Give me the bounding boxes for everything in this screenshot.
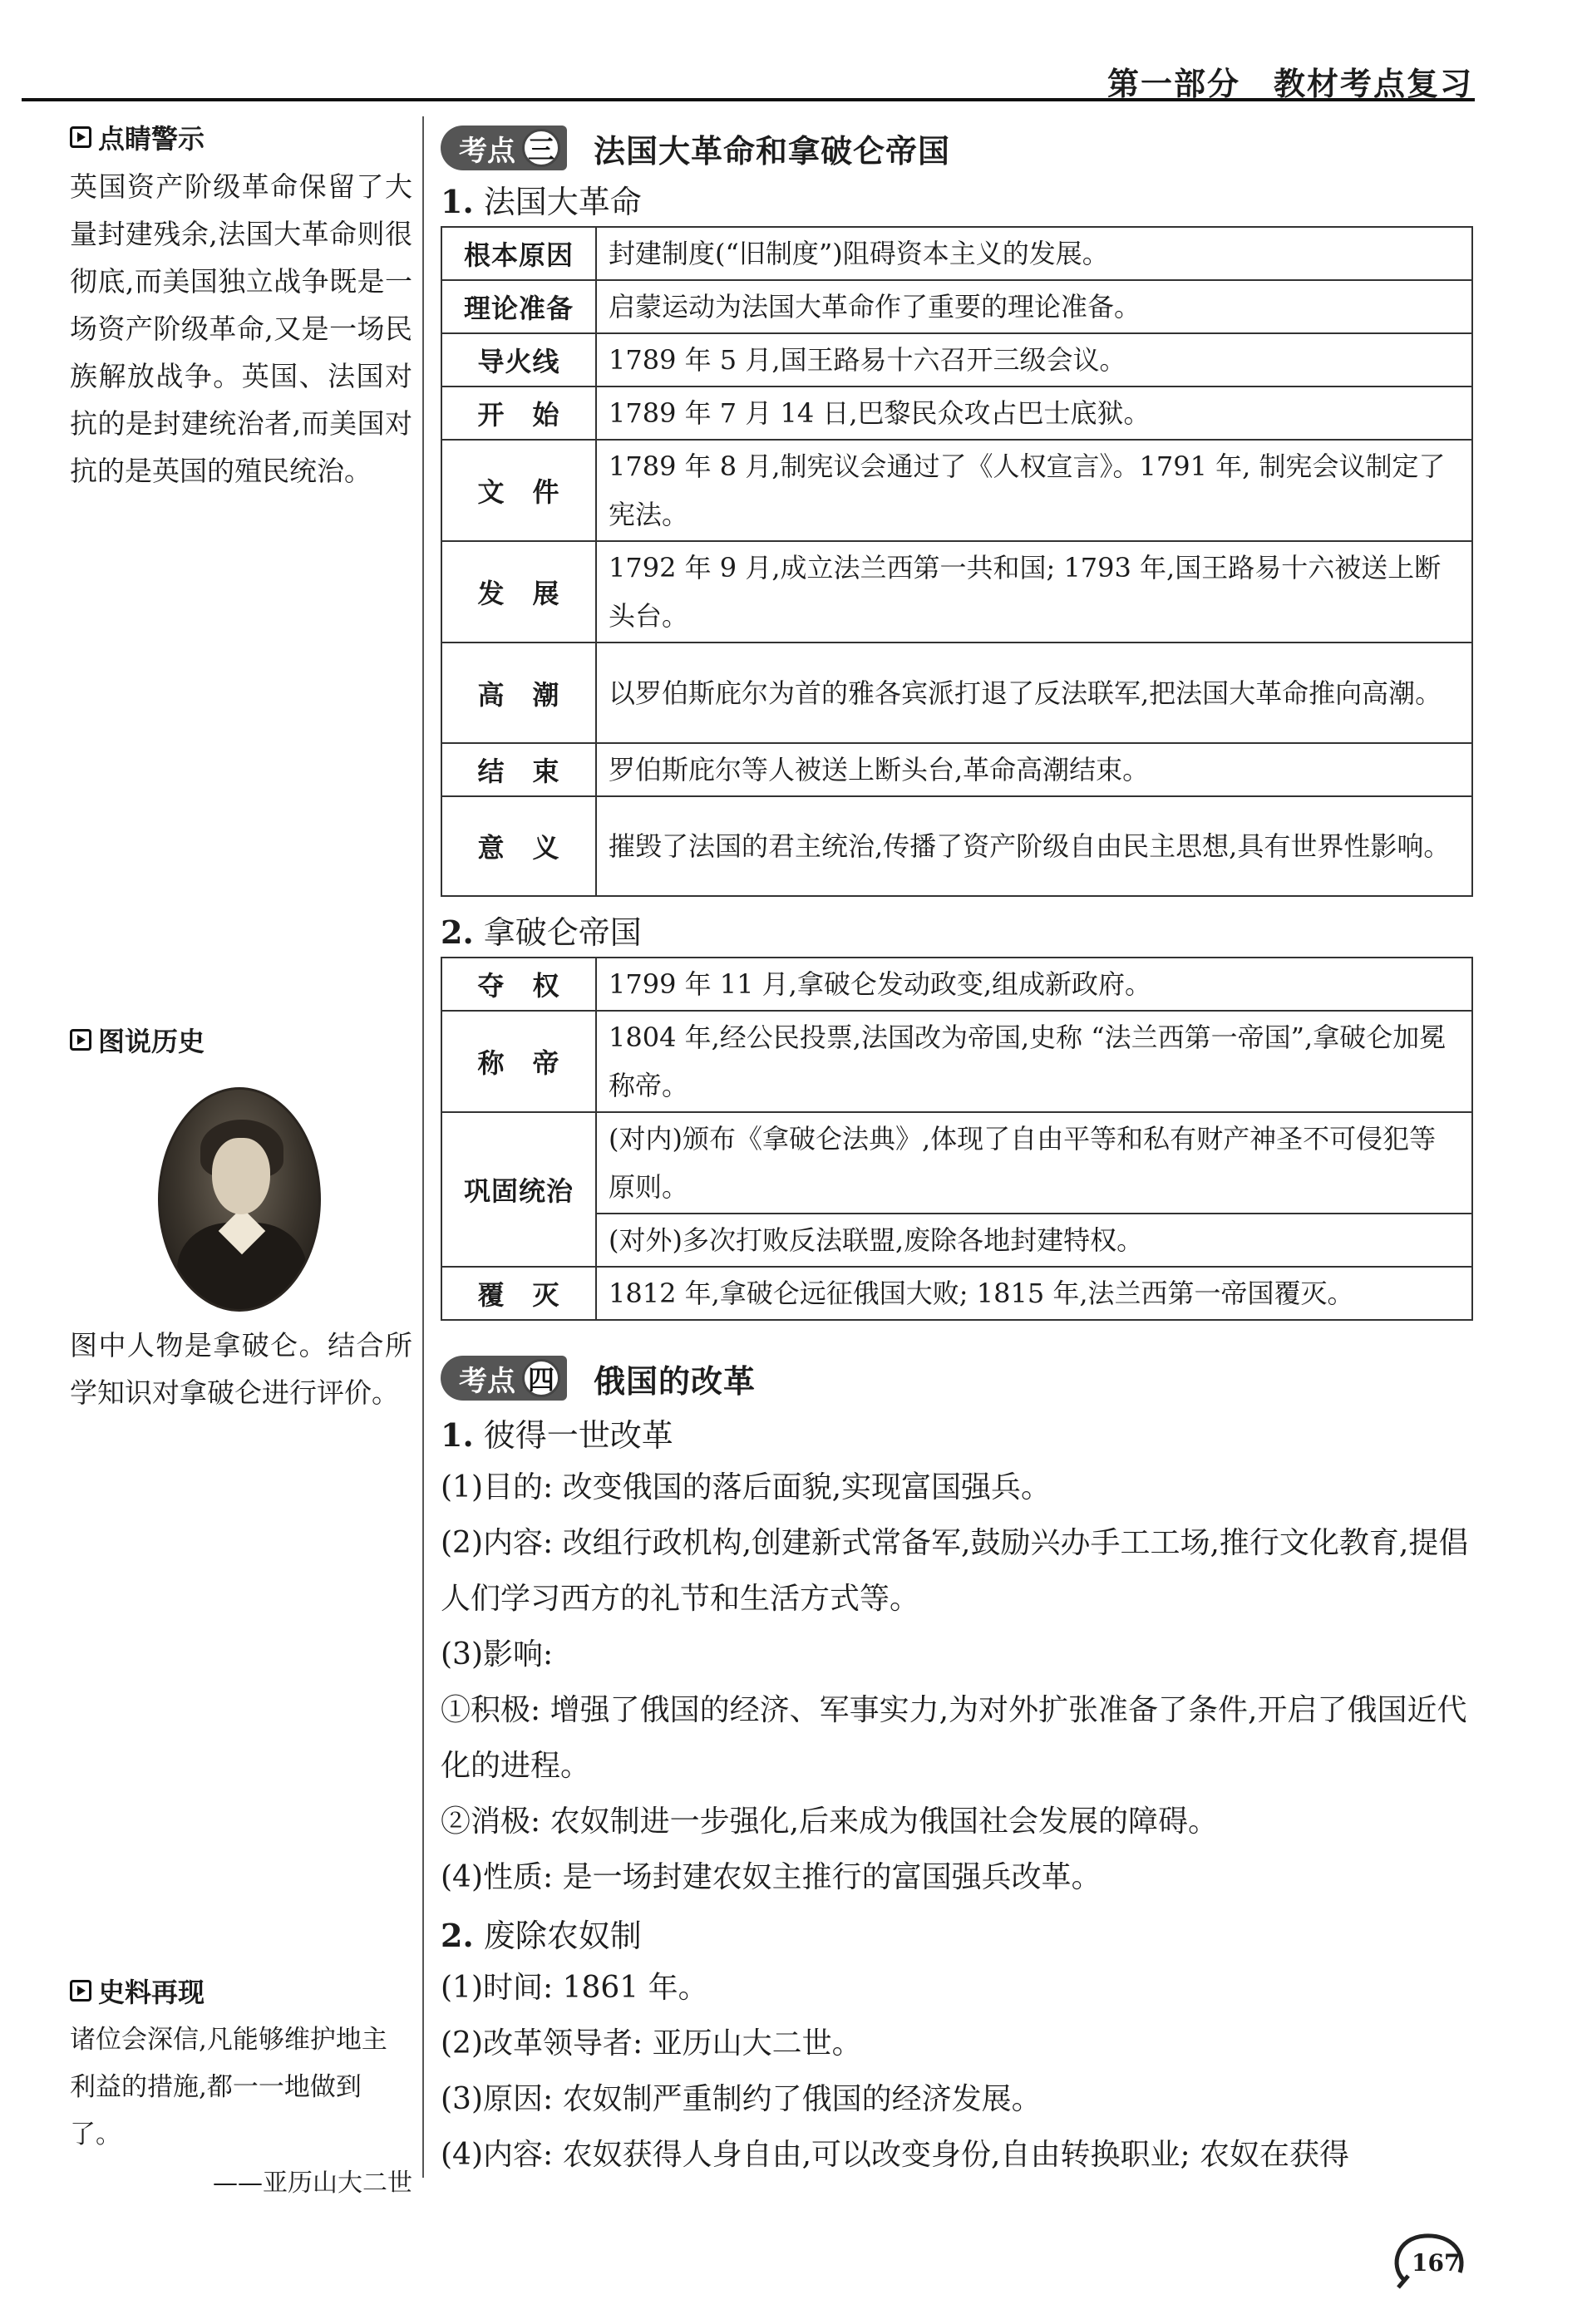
- kaodian-badge: 考点 四: [441, 1356, 567, 1401]
- subsection-heading: 1. 彼得一世改革: [441, 1416, 673, 1454]
- table-row: 覆 灭 1812 年,拿破仑远征俄国大败; 1815 年,法兰西第一帝国覆灭。: [441, 1267, 1472, 1320]
- table-row: 高 潮 以罗伯斯庇尔为首的雅各宾派打退了反法联军,把法国大革命推向高潮。: [441, 643, 1472, 743]
- section-heading: [441, 1353, 1476, 1403]
- paragraph-line: (1)时间: 1861 年。: [441, 1971, 708, 2005]
- section-kaodian-4: [441, 1353, 1476, 2183]
- paragraph-line: (3)影响:: [441, 1637, 554, 1672]
- french-revolution-table: [441, 226, 1473, 897]
- sidebar-picture-heading: 图说历史: [70, 1021, 412, 1059]
- section-heading: [441, 123, 1476, 173]
- paragraph-line: ①积极: 增强了俄国的经济、军事实力,为对外扩张准备了条件,开启了俄国近代化的进程。: [441, 1693, 1467, 1783]
- sidebar-tip-heading: 点睛警示: [70, 118, 412, 156]
- kaodian-badge: 考点 三: [441, 126, 567, 170]
- sidebar-picture-text: 图中人物是拿破仑。结合所学知识对拿破仑进行评价。: [70, 1329, 412, 1409]
- sidebar-source: [70, 1972, 412, 2198]
- page-number: 167: [1412, 2249, 1461, 2277]
- paragraph-line: (4)内容: 农奴获得人身自由,可以改变身份,自由转换职业; 农奴在获得: [441, 2138, 1350, 2172]
- play-box-icon: [70, 1029, 91, 1051]
- table-row: 意 义 摧毁了法国的君主统治,传播了资产阶级自由民主思想,具有世界性影响。: [441, 796, 1472, 896]
- sidebar-picture: [70, 1021, 412, 1416]
- page-number-badge: [1387, 2229, 1473, 2296]
- section-title: 俄国的改革: [594, 1362, 757, 1400]
- table-row: 文 件 1789 年 8 月,制宪议会通过了《人权宣言》。1791 年, 制宪会议制定了宪法。: [441, 440, 1472, 541]
- section-kaodian-3: [441, 123, 1476, 1321]
- table-row: 导火线 1789 年 5 月,国王路易十六召开三级会议。: [441, 333, 1472, 387]
- header-title: 第一部分 教材考点复习: [1106, 66, 1473, 102]
- sidebar-tip-text: 英国资产阶级革命保留了大量封建残余,法国大革命则很彻底,而美国独立战争既是一场资产阶级革命,又是一场民族解放战争。英国、法国对抗的是封建统治者,而美国对抗的是英国的殖民统治。: [70, 170, 412, 487]
- paragraph-line: (3)原因: 农奴制严重制约了俄国的经济发展。: [441, 2082, 1042, 2116]
- paragraph-line: (4)性质: 是一场封建农奴主推行的富国强兵改革。: [441, 1860, 1102, 1894]
- kaodian-number: 四: [522, 1359, 560, 1397]
- sidebar-source-heading: 史料再现: [70, 1972, 412, 2010]
- sidebar-source-attribution: ——亚历山大二世: [213, 2169, 412, 2198]
- play-box-icon: [70, 1980, 91, 2001]
- table-row: 开 始 1789 年 7 月 14 日,巴黎民众攻占巴士底狱。: [441, 387, 1472, 440]
- paragraph-line: ②消极: 农奴制进一步强化,后来成为俄国社会发展的障碍。: [441, 1805, 1219, 1839]
- section-title: 法国大革命和拿破仑帝国: [594, 132, 951, 170]
- napoleon-empire-table: [441, 957, 1473, 1321]
- sidebar-source-quote: 诸位会深信,凡能够维护地主利益的措施,都一一地做到了。: [70, 2025, 387, 2149]
- paragraph-line: (2)内容: 改组行政机构,创建新式常备军,鼓励兴办手工工场,推行文化教育,提倡人们学习西方的礼节和生活方式等。: [441, 1526, 1469, 1616]
- page-header: [22, 52, 1475, 101]
- column-divider: [422, 116, 424, 2178]
- subsection-heading: 1. 法国大革命: [441, 183, 642, 220]
- play-box-icon: [70, 126, 91, 148]
- table-row: 理论准备 启蒙运动为法国大革命作了重要的理论准备。: [441, 280, 1472, 333]
- table-row: (对外)多次打败反法联盟,废除各地封建特权。: [441, 1214, 1472, 1267]
- table-row: 夺 权 1799 年 11 月,拿破仑发动政变,组成新政府。: [441, 958, 1472, 1011]
- table-row: 发 展 1792 年 9 月,成立法兰西第一共和国; 1793 年,国王路易十六被送上断头台。: [441, 541, 1472, 643]
- kaodian-number: 三: [522, 129, 560, 167]
- paragraph-line: (2)改革领导者: 亚历山大二世。: [441, 2026, 862, 2061]
- table-row: 结 束 罗伯斯庇尔等人被送上断头台,革命高潮结束。: [441, 743, 1472, 796]
- table-row: 巩固统治 (对内)颁布《拿破仑法典》,体现了自由平等和私有财产神圣不可侵犯等原则。: [441, 1112, 1472, 1214]
- table-row: 根本原因 封建制度(“旧制度”)阻碍资本主义的发展。: [441, 227, 1472, 280]
- subsection-heading: 2. 废除农奴制: [441, 1917, 642, 1954]
- napoleon-portrait: [158, 1087, 321, 1312]
- sidebar-tip: [70, 118, 412, 495]
- paragraph-line: (1)目的: 改变俄国的落后面貌,实现富国强兵。: [441, 1470, 1052, 1504]
- table-row: 称 帝 1804 年,经公民投票,法国改为帝国,史称 “法兰西第一帝国”,拿破仑加冕称帝。: [441, 1011, 1472, 1112]
- subsection-heading: 2. 拿破仑帝国: [441, 913, 642, 951]
